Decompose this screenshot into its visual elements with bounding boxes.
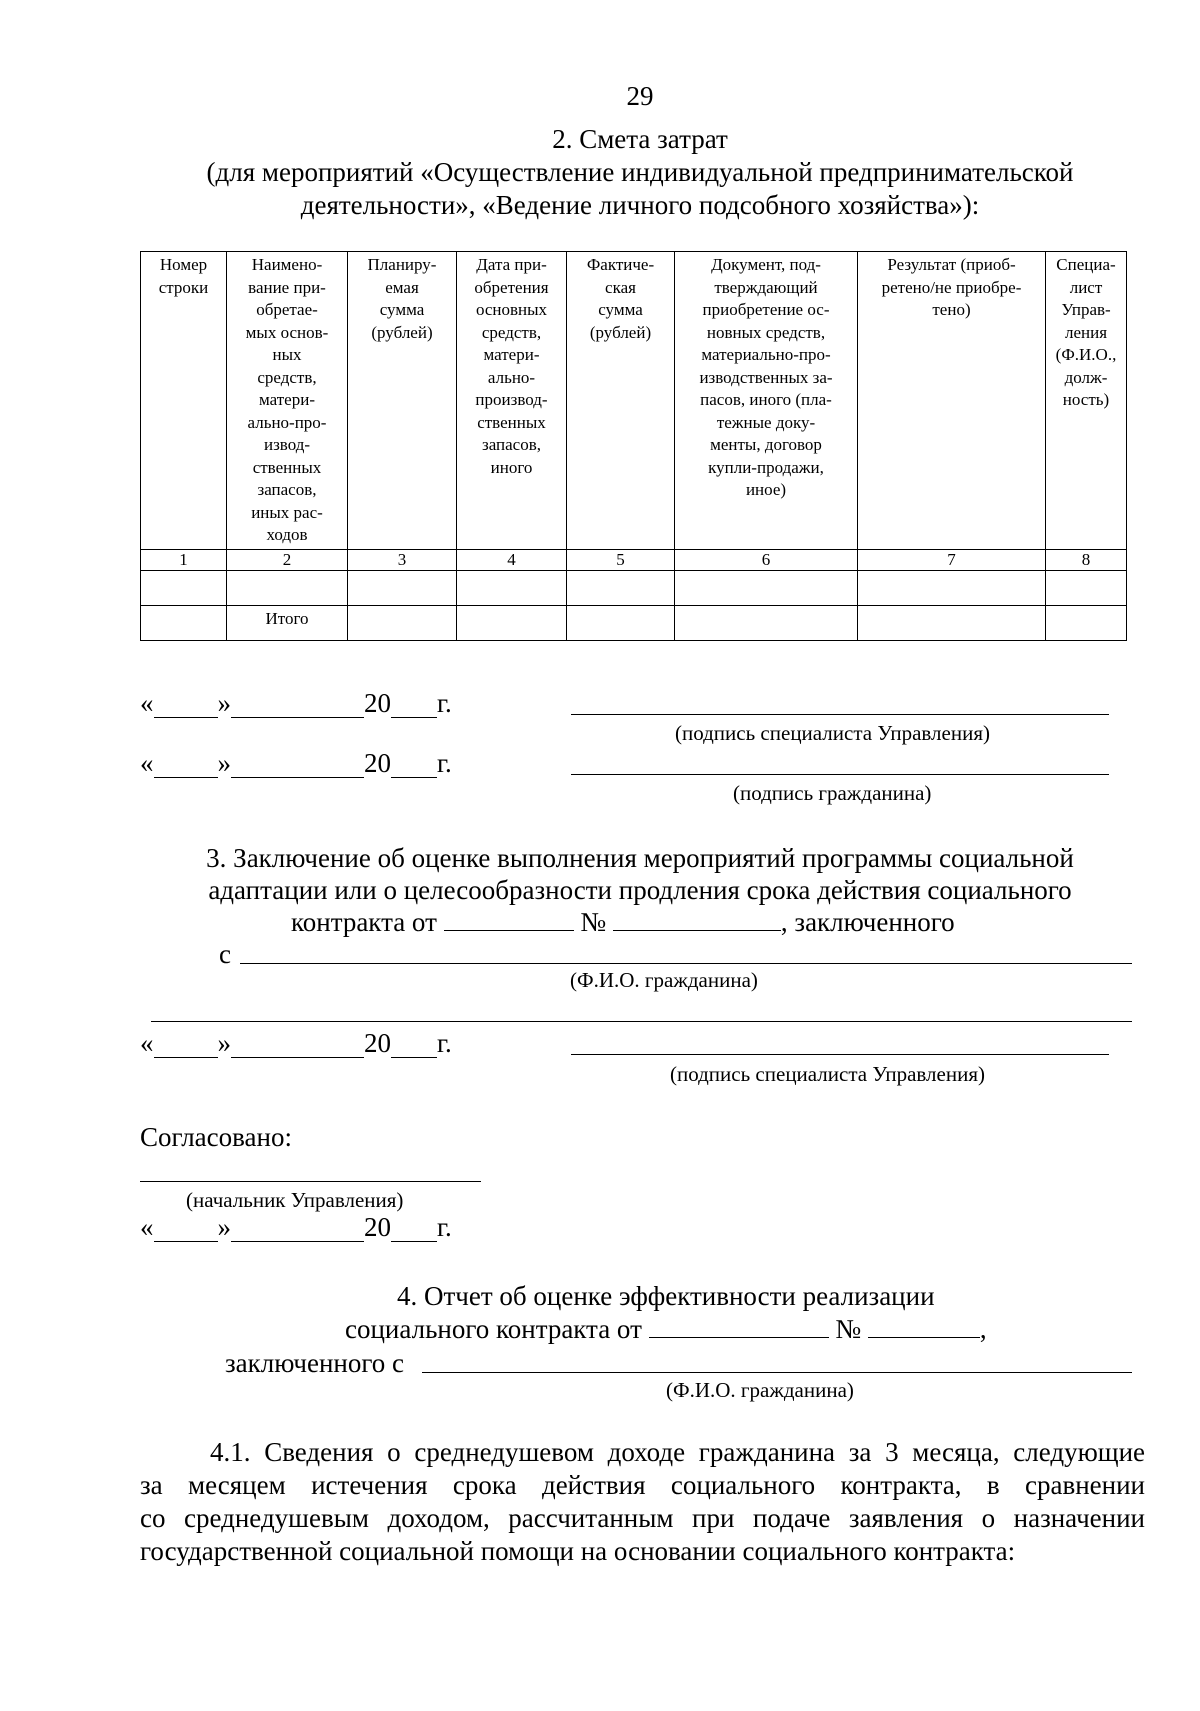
column-number: 2 xyxy=(227,549,348,570)
column-number: 4 xyxy=(457,549,567,570)
table-column-numbers-row xyxy=(141,549,1127,570)
header-document: Документ, под- тверждающий приобретение ос- новных средств, материально-про- изводственных за- пасов, иного (пла- тежные доку- менты, договор купли-продажи, иное) xyxy=(675,252,858,550)
column-number: 8 xyxy=(1046,549,1127,570)
section-4-1-line3: со среднедушевым доходом, рассчитанным при подаче заявления о назначении xyxy=(140,1503,1145,1533)
approval-label: Согласовано: xyxy=(140,1122,292,1152)
signature-caption-specialist: (подпись специалиста Управления) xyxy=(675,721,990,745)
column-number: 6 xyxy=(675,549,858,570)
approval-signature-line[interactable] xyxy=(140,1181,481,1182)
table-cell[interactable] xyxy=(1046,570,1127,605)
header-planned-sum: Планиру- емая сумма (рублей) xyxy=(348,252,457,550)
table-cell[interactable] xyxy=(141,605,227,640)
table-cell[interactable] xyxy=(567,605,675,640)
section-2-subtitle-line2: деятельности», «Ведение личного подсобного хозяйства»): xyxy=(300,190,980,220)
section-3-with-prefix: с xyxy=(219,939,231,969)
section-4-contract-line: социального контракта от № , xyxy=(345,1314,987,1344)
section-4-1-line2: за месяцем истечения срока действия социального контракта, в сравнении xyxy=(140,1470,1145,1500)
section-3-title-line2: адаптации или о целесообразности продления срока действия социального xyxy=(208,875,1072,905)
contract-date-field-2[interactable] xyxy=(649,1313,829,1338)
column-number: 3 xyxy=(348,549,457,570)
signature-caption-specialist-2: (подпись специалиста Управления) xyxy=(670,1062,985,1086)
cost-estimate-table xyxy=(140,251,1127,641)
table-total-row xyxy=(141,605,1127,640)
section-4-title: 4. Отчет об оценке эффективности реализации xyxy=(397,1281,935,1311)
table-cell[interactable] xyxy=(567,570,675,605)
table-cell[interactable] xyxy=(858,570,1046,605)
approval-caption: (начальник Управления) xyxy=(186,1188,404,1212)
citizen-fio-line-2[interactable] xyxy=(422,1372,1132,1373)
total-label: Итого xyxy=(227,605,348,640)
table-header-row xyxy=(141,252,1127,550)
table-cell[interactable] xyxy=(457,605,567,640)
signature-line-specialist-2[interactable] xyxy=(571,1054,1109,1055)
contract-number-field-2[interactable] xyxy=(868,1313,980,1338)
table-cell[interactable] xyxy=(141,570,227,605)
section-3-title-line1: 3. Заключение об оценке выполнения мероприятий программы социальной xyxy=(206,843,1074,873)
header-actual-sum: Фактиче- ская сумма (рублей) xyxy=(567,252,675,550)
date-field-3[interactable]: « » 20 г. xyxy=(140,1028,452,1058)
blank-line[interactable] xyxy=(151,1021,1132,1022)
table-cell[interactable] xyxy=(348,605,457,640)
table-cell[interactable] xyxy=(1046,605,1127,640)
citizen-fio-caption: (Ф.И.О. гражданина) xyxy=(570,968,758,992)
header-result: Результат (приоб- ретено/не приобре- тено) xyxy=(858,252,1046,550)
table-cell[interactable] xyxy=(457,570,567,605)
section-2-subtitle-line1: (для мероприятий «Осуществление индивидуальной предпринимательской xyxy=(206,157,1074,187)
section-4-1-line1: 4.1. Сведения о среднедушевом доходе гражданина за 3 месяца, следующие xyxy=(210,1437,1145,1467)
signature-caption-citizen: (подпись гражданина) xyxy=(733,781,932,805)
citizen-fio-line[interactable] xyxy=(240,963,1132,964)
section-3-contract-line: контракта от № , заключенного xyxy=(291,907,955,937)
date-field-2[interactable]: « » 20 г. xyxy=(140,748,452,778)
page-number: 29 xyxy=(626,81,654,111)
section-4-1-line4: государственной социальной помощи на основании социального контракта: xyxy=(140,1536,1016,1566)
table-cell[interactable] xyxy=(675,605,858,640)
header-row-number: Номер строки xyxy=(141,252,227,550)
table-row xyxy=(141,570,1127,605)
contract-number-field[interactable] xyxy=(613,906,781,931)
date-field-4[interactable]: « » 20 г. xyxy=(140,1212,452,1242)
column-number: 7 xyxy=(858,549,1046,570)
signature-line-citizen[interactable] xyxy=(571,774,1109,775)
date-field-1[interactable]: « » 20 г. xyxy=(140,688,452,718)
section-2-title: 2. Смета затрат xyxy=(552,124,728,154)
table-cell[interactable] xyxy=(675,570,858,605)
header-purchase-date: Дата при- обретения основных средств, матери- ально- производ- ственных запасов, иного xyxy=(457,252,567,550)
signature-line-specialist[interactable] xyxy=(571,714,1109,715)
header-specialist: Специа- лист Управ- ления (Ф.И.О., долж- ность) xyxy=(1046,252,1127,550)
table-cell[interactable] xyxy=(227,570,348,605)
citizen-fio-caption-2: (Ф.И.О. гражданина) xyxy=(666,1378,854,1402)
column-number: 5 xyxy=(567,549,675,570)
contract-date-field[interactable] xyxy=(444,906,574,931)
header-item-name: Наимено- вание при- обретае- мых основ- ных средств, матери- ально-про- извод- ственных запасов, иных рас- ходов xyxy=(227,252,348,550)
column-number: 1 xyxy=(141,549,227,570)
table-cell[interactable] xyxy=(348,570,457,605)
table-cell[interactable] xyxy=(858,605,1046,640)
section-4-concluded-with: заключенного с xyxy=(225,1348,404,1378)
